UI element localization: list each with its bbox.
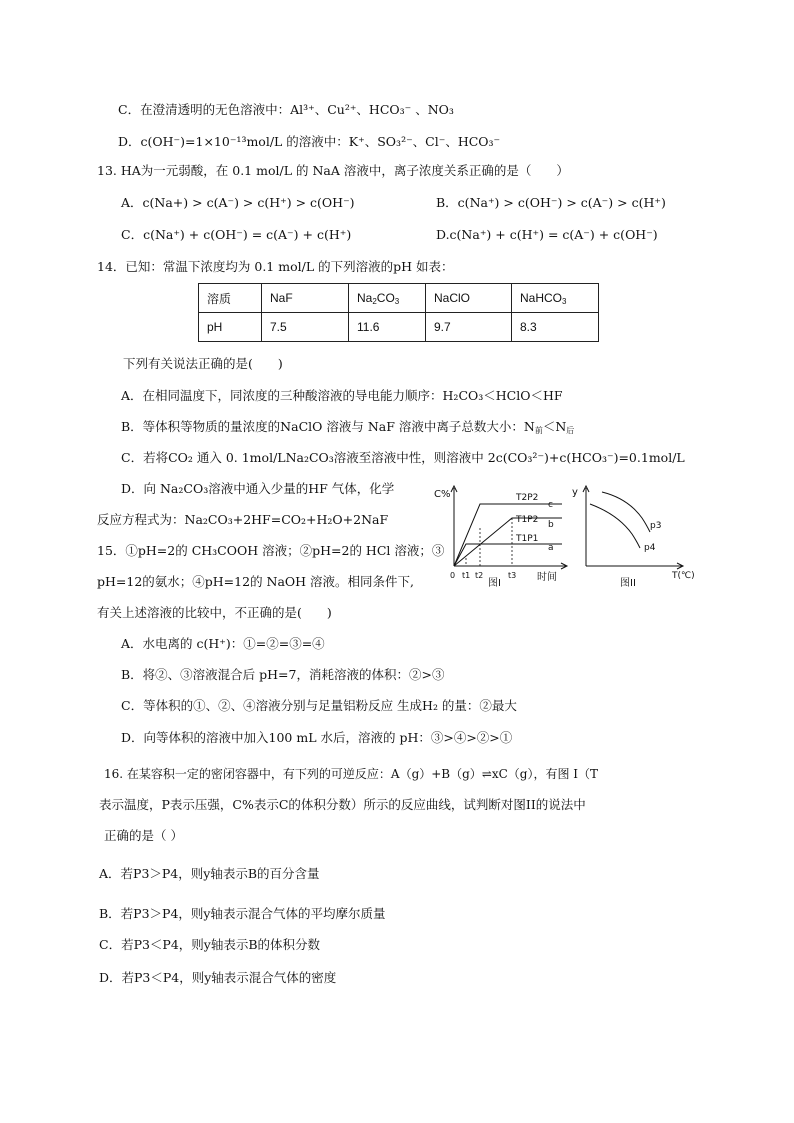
q15-option-d: D．向等体积的溶液中加入100 mL 水后，溶液的 pH：③>④>②>① — [121, 730, 513, 745]
ph-table-row-label: 溶质 — [199, 284, 262, 313]
q16-line2: 表示温度，P表示压强，C%表示C的体积分数）所示的反应曲线，试判断对图II的说法中 — [99, 797, 586, 812]
q14-option-c: C．若将CO₂ 通入 0. 1mol/LNa₂CO₃溶液至溶液中性，则溶液中 2c(CO₃²⁻)+c(HCO₃⁻)=0.1mol/L — [121, 450, 685, 465]
fig2-curve-p4 — [590, 504, 640, 548]
figure-1 — [430, 480, 570, 590]
q15-option-b: B．将②、③溶液混合后 pH=7，消耗溶液的体积：②>③ — [121, 667, 445, 682]
q13-stem: 13. HA为一元弱酸，在 0.1 mol/L 的 NaA 溶液中，离子浓度关系正确的是（ ） — [97, 163, 569, 178]
ph-table-value: 11.6 — [349, 313, 426, 342]
q15-line3: 有关上述溶液的比较中，不正确的是( ) — [97, 605, 332, 620]
ph-table-solute: NaF — [262, 284, 349, 313]
q15-line2: pH=12的氨水；④pH=12的 NaOH 溶液。相同条件下, — [97, 574, 415, 589]
fig1-tag-a: a — [548, 543, 554, 553]
fig1-origin: 0 — [450, 571, 456, 580]
q15-line1: 15．①pH=2的 CH₃COOH 溶液；②pH=2的 HCl 溶液；③ — [97, 543, 445, 558]
fig2-label-p4: p4 — [644, 543, 656, 553]
q14-option-b-main: B．等体积等物质的量浓度的NaClO 溶液与 NaF 溶液中离子总数大小：N — [121, 419, 535, 434]
fig1-tick-t2: t2 — [475, 571, 484, 580]
fig1-curve-c — [454, 504, 562, 566]
q13-option-c: C．c(Na⁺) + c(OH⁻) = c(A⁻) + c(H⁺) — [121, 227, 352, 242]
q12-option-c: C．在澄清透明的无色溶液中：Al³⁺、Cu²⁺、HCO₃⁻ 、NO₃ — [118, 102, 454, 117]
q14-option-b-sub2: 后 — [566, 426, 575, 435]
q14-option-b-mid: ＜N — [542, 419, 567, 434]
fig1-label-t1p1: T1P1 — [516, 534, 539, 544]
q14-option-d-line2: 反应方程式为：Na₂CO₃+2HF=CO₂+H₂O+2NaF — [97, 512, 389, 527]
q16-option-a: A．若P3＞P4，则y轴表示B的百分含量 — [99, 866, 320, 881]
ph-table-value-row — [199, 313, 599, 342]
q16-option-d: D．若P3＜P4，则y轴表示混合气体的密度 — [99, 970, 337, 985]
q13-option-b: B．c(Na⁺) > c(OH⁻) > c(A⁻) > c(H⁺) — [436, 195, 666, 210]
fig1-tag-b: b — [548, 520, 554, 530]
fig1-tick-t1: t1 — [462, 571, 471, 580]
fig1-caption: 图I — [488, 578, 501, 589]
fig1-tag-c: c — [548, 500, 553, 510]
fig1-tick-t3: t3 — [508, 571, 517, 580]
fig1-y-label: C% — [434, 489, 451, 500]
q16-line3: 正确的是（ ） — [104, 828, 183, 843]
ph-table-solute: $Na_2CO_3$ — [349, 284, 426, 313]
ph-table-solute: NaHCO$_3$ — [512, 284, 599, 313]
ph-table — [198, 283, 599, 342]
ph-table-value: 7.5 — [262, 313, 349, 342]
fig1-label-t1p2: T1P2 — [516, 515, 539, 525]
ph-table-solute: NaClO — [426, 284, 512, 313]
q14-option-a: A．在相同温度下，同浓度的三种酸溶液的导电能力顺序：H₂CO₃＜HClO＜HF — [121, 388, 563, 403]
fig2-caption: 图II — [620, 578, 636, 589]
ph-table-row-label: pH — [199, 313, 262, 342]
q16-option-b: B．若P3＞P4，则y轴表示混合气体的平均摩尔质量 — [99, 906, 386, 921]
fig2-x-label: T(℃) — [672, 571, 695, 581]
q15-option-c: C．等体积的①、②、④溶液分别与足量铝粉反应 生成H₂ 的量：②最大 — [121, 698, 517, 713]
q13-option-a: A．c(Na+) > c(A⁻) > c(H⁺) > c(OH⁻) — [121, 195, 355, 210]
ph-table-value: 8.3 — [512, 313, 599, 342]
ph-table-header-row — [199, 284, 599, 313]
q12-option-d: D．c(OH⁻)=1×10⁻¹³mol/L 的溶液中：K⁺、SO₃²⁻、Cl⁻、HCO₃⁻ — [118, 134, 501, 149]
q14-prompt: 下列有关说法正确的是( ) — [123, 356, 283, 371]
ph-table-value: 9.7 — [426, 313, 512, 342]
q13-option-d: D.c(Na⁺) + c(H⁺) = c(A⁻) + c(OH⁻) — [436, 227, 658, 242]
figure-2 — [570, 480, 700, 590]
fig1-curve-b — [454, 518, 562, 566]
fig1-label-t2p2: T2P2 — [516, 493, 539, 503]
q15-option-a: A．水电离的 c(H⁺)：①=②=③=④ — [121, 636, 325, 651]
q14-option-d-line1: D．向 Na₂CO₃溶液中通入少量的HF 气体，化学 — [121, 481, 395, 496]
fig1-curve-a — [454, 544, 562, 566]
q14-option-b-sub1: 前 — [534, 426, 543, 435]
fig1-x-label: 时间 — [537, 572, 557, 583]
q16-line1: 16. 在某容积一定的密闭容器中，有下列的可逆反应：A（g）+B（g）⇌xC（g），有图 I（T — [104, 767, 599, 781]
fig2-label-p3: p3 — [650, 521, 662, 531]
fig2-y-label: y — [572, 487, 578, 498]
q14-option-b — [121, 419, 574, 439]
q16-option-c: C．若P3＜P4，则y轴表示B的体积分数 — [99, 937, 321, 952]
q14-stem: 14．已知：常温下浓度均为 0.1 mol/L 的下列溶液的pH 如表： — [97, 259, 454, 274]
